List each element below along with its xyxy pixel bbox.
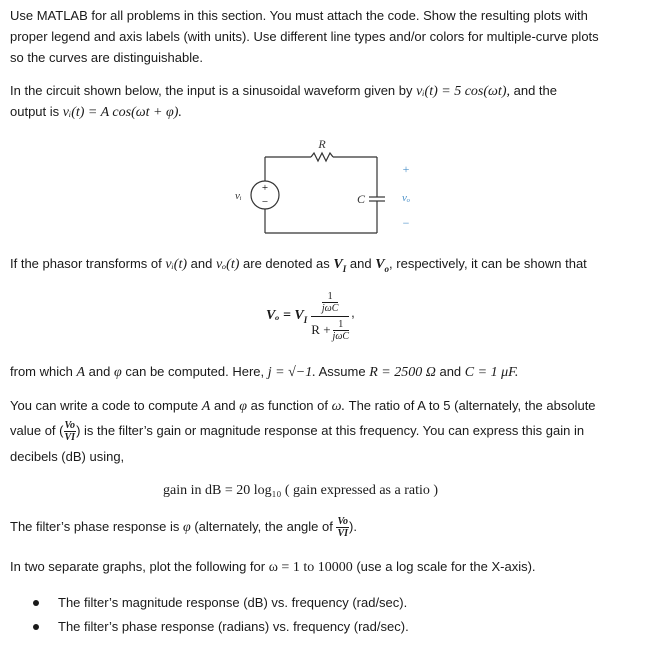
capacitor-label: C (356, 192, 366, 206)
R-value: R = 2500 Ω (369, 365, 436, 380)
phasor-prefix: If the phasor transforms of (10, 256, 162, 271)
phasor-denoted: are denoted as (243, 256, 330, 271)
bullet-item-1: The filter’s magnitude response (dB) vs. frequency (rad/sec). (58, 595, 408, 610)
ratio-phi: φ (239, 399, 248, 414)
transfer-function-equation (266, 286, 355, 346)
phasor-sentence (10, 254, 587, 279)
resistor-label: R (318, 137, 326, 151)
C-value: C = 1 μF. (464, 365, 519, 380)
phase-fraction (336, 516, 349, 539)
vi-t: vᵢ(t) (165, 257, 188, 272)
output-minus: − (402, 216, 410, 230)
circuit-intro-line2-prefix: output is (10, 104, 60, 119)
computed-phi: φ (114, 365, 122, 380)
main-numerator (311, 291, 349, 317)
input-equation: vᵢ(t) = 5 cos(ωt), (416, 84, 510, 99)
intro-line-3: so the curves are distinguishable. (10, 50, 203, 65)
circuit-intro-line-2 (10, 102, 182, 123)
vo-vi-fraction (64, 420, 77, 443)
bottom-num: 1 (333, 319, 350, 331)
rc-circuit-diagram (225, 135, 425, 245)
output-plus: + (402, 162, 410, 176)
bottom-R: R + (311, 322, 331, 337)
phasor-and: and (190, 256, 213, 271)
ratio-line-2: value of ( $\frac{Vo}{VI}$ ) is the filter’s gain or magnitude response at this frequency. You can express this gain in (10, 420, 585, 444)
frac-vi: VI (64, 432, 76, 444)
graphs-suffix: (use a log scale for the X-axis). (356, 559, 536, 574)
top-den: jωC (321, 302, 339, 314)
phase-frac-vi: VI (337, 528, 349, 540)
output-voltage-label: vₒ (401, 192, 411, 204)
source-minus: − (261, 196, 269, 208)
equation-main-fraction (311, 291, 349, 342)
input-voltage-label: vᵢ (235, 190, 242, 202)
phase-suffix: ). (349, 519, 357, 534)
main-denominator (311, 317, 349, 342)
circuit-intro-prefix: In the circuit shown below, the input is a sinusoidal waveform given by (10, 83, 413, 98)
ratio-line2-suffix: ) is the filter’s gain or magnitude response at this frequency. You can express this gain in (76, 423, 585, 438)
computed-A: A (76, 365, 86, 380)
j-equation: j = √−1. (267, 365, 316, 380)
ratio-suffix: The ratio of A to 5 (alternately, the absolute (348, 398, 596, 413)
phasor-Vo: $V_o$ (375, 257, 390, 274)
phase-middle: (alternately, the angle of (194, 519, 333, 534)
intro-line-2: proper legend and axis labels (with units). Use different line types and/or colors for multiple-curve plots (10, 29, 599, 44)
output-equation: vᵢ(t) = A cos(ωt + φ). (62, 105, 182, 120)
bullet-item-2: The filter’s phase response (radians) vs. frequency (rad/sec). (58, 619, 409, 634)
resistor-symbol (311, 153, 333, 161)
top-num: 1 (322, 291, 339, 303)
computed-and: and (88, 364, 111, 379)
ratio-line-1 (10, 396, 596, 417)
source-plus: + (261, 182, 269, 194)
phase-phi: φ (182, 520, 191, 535)
phase-prefix: The filter’s phase response is (10, 519, 180, 534)
graphs-prefix: In two separate graphs, plot the following for (10, 559, 266, 574)
ratio-and: and (213, 398, 236, 413)
computed-and-2: and (439, 364, 462, 379)
ratio-A: A (201, 399, 211, 414)
phase-frac-vo: Vo (337, 516, 349, 528)
bottom-den: jωC (332, 330, 350, 342)
frac-vo: Vo (64, 420, 76, 432)
computed-sentence (10, 362, 518, 383)
graphs-sentence (10, 557, 536, 578)
computed-assume: Assume (318, 364, 366, 379)
bullet-dot-2 (33, 624, 39, 630)
equation-comma: , (351, 304, 355, 320)
ratio-line-3: decibels (dB) using, (10, 449, 125, 464)
phasor-VI: $V_I$ (333, 257, 347, 274)
vo-t: vₒ(t) (215, 257, 240, 272)
bullet-dot-1 (33, 600, 39, 606)
equation-lhs: $V_o = V_I$ (266, 307, 308, 325)
intro-line-1: Use MATLAB for all problems in this section. You must attach the code. Show the resulting plots with (10, 8, 588, 23)
circuit-intro-middle: and the (513, 83, 557, 98)
ratio-omega: ω. (331, 399, 345, 414)
ratio-line2-prefix: value of (10, 423, 56, 438)
phasor-suffix: , respectively, it can be shown that (389, 256, 587, 271)
gain-equation: gain in dB = 20 log₁₀ ( gain expressed as a ratio ) (163, 483, 439, 498)
phasor-and-2: and (349, 256, 372, 271)
graphs-range-text: ω = 1 to 10000 (268, 560, 353, 575)
ratio-mid: as function of (250, 398, 328, 413)
ratio-prefix: You can write a code to compute (10, 398, 199, 413)
computed-middle: can be computed. Here, (125, 364, 265, 379)
phase-sentence (10, 514, 357, 540)
circuit-intro-line-1 (10, 81, 640, 102)
computed-prefix: from which (10, 364, 73, 379)
